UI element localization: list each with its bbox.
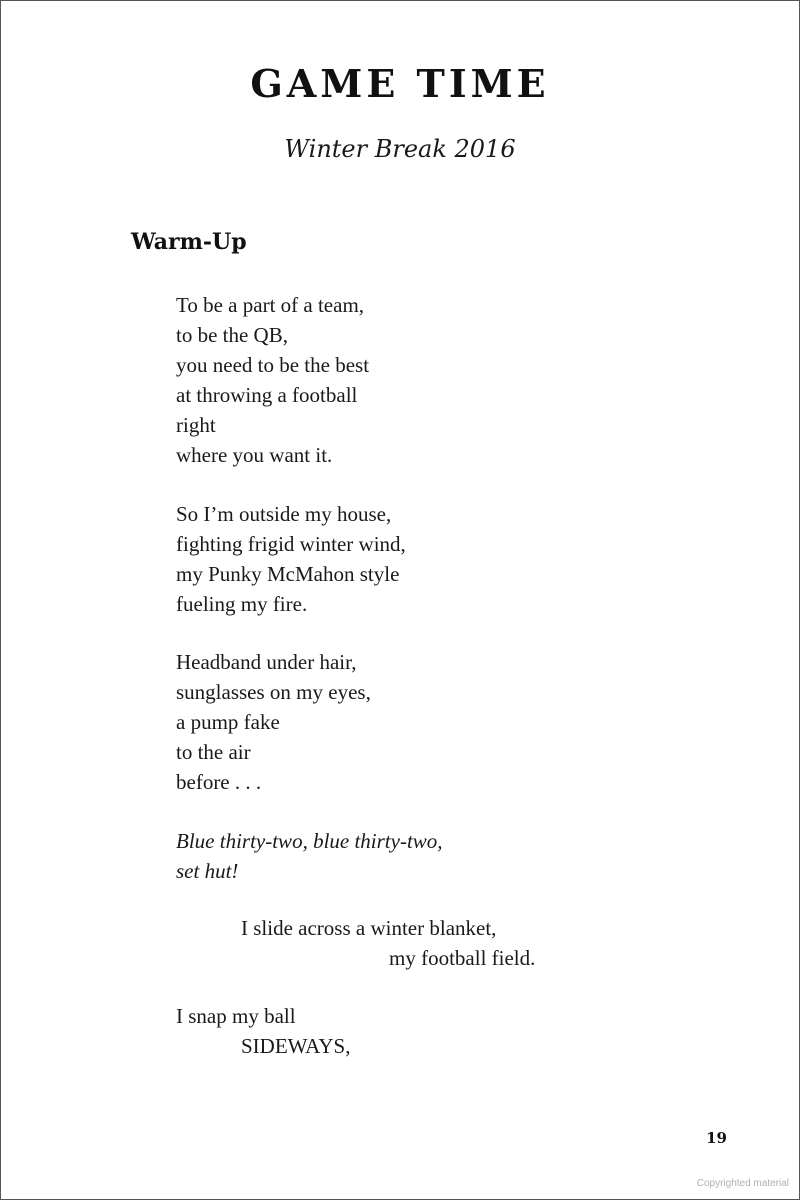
copyright-watermark: Copyrighted material	[696, 1178, 789, 1189]
poem-line-italic: Blue thirty-two, blue thirty-two,	[176, 829, 443, 853]
poem-line: at throwing a football	[176, 383, 358, 407]
poem-line-italic: set hut!	[176, 859, 239, 883]
poem-line-indented: SIDEWAYS,	[241, 1034, 351, 1058]
chapter-subtitle: Winter Break 2016	[284, 135, 516, 163]
poem-line: sunglasses on my eyes,	[176, 680, 371, 704]
poem-line: to the air	[176, 740, 251, 764]
poem-line: So I’m outside my house,	[176, 502, 392, 526]
poem-line: To be a part of a team,	[176, 293, 365, 317]
poem-line: a pump fake	[176, 710, 280, 734]
poem-line-indented: I slide across a winter blanket,	[241, 916, 497, 940]
poem-line-indented: my football field.	[389, 946, 536, 970]
poem-line: to be the QB,	[176, 323, 288, 347]
poem-line: you need to be the best	[176, 353, 370, 377]
poem-title: Warm-Up	[131, 229, 247, 255]
poem-line: where you want it.	[176, 443, 333, 467]
poem-line: fighting frigid winter wind,	[176, 532, 406, 556]
chapter-title: GAME TIME	[250, 61, 550, 106]
poem-line: fueling my fire.	[176, 592, 308, 616]
poem-line: Headband under hair,	[176, 650, 357, 674]
poem-line: right	[176, 413, 216, 437]
poem-line: my Punky McMahon style	[176, 562, 400, 586]
page-number: 19	[706, 1129, 727, 1147]
poem-line: I snap my ball	[176, 1004, 296, 1028]
poem-line: before . . .	[176, 770, 262, 794]
